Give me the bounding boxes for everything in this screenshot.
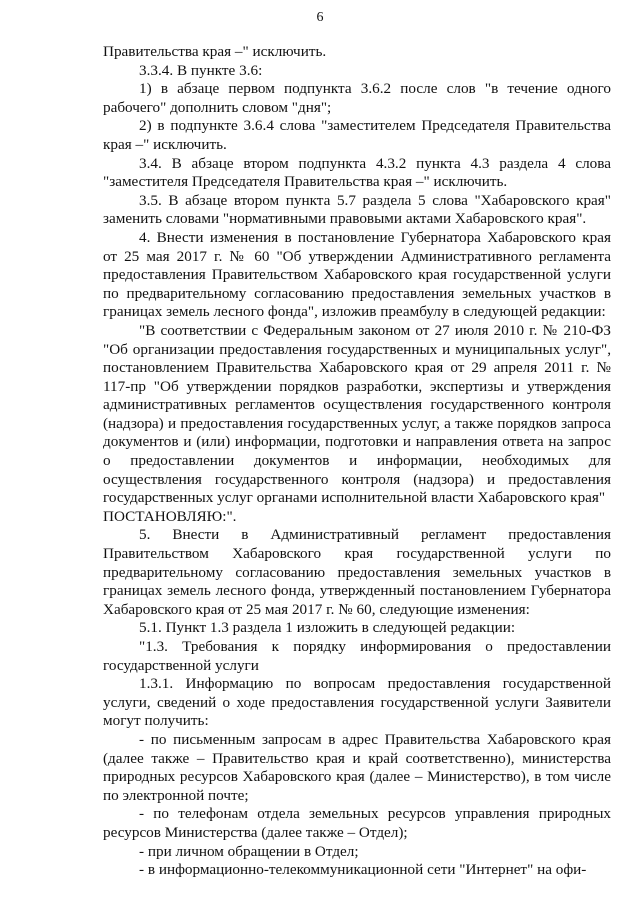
list-item: - при личном обращении в Отдел;: [139, 842, 359, 860]
list-item: - по телефонам отдела земельных ресурсов управления природных ресурсов Министерства (далее также – Отдел);: [103, 805, 611, 841]
paragraph: ПОСТАНОВЛЯЮ:".: [103, 507, 237, 525]
quoted-preamble: "В соответствии с Федеральным законом от 27 июля 2010 г. № 210-ФЗ "Об организации предоставления государственных и муниципальных услуг", постановлением Правительства Хабаровского края от 29 апреля 2011 г. № 117-пр "Об утверждении порядков разработки, экспертизы и утверждения административных регламентов осуществления государственного контроля (надзора) и предоставления государственных услуг, а также порядков запроса документов и (или) информации, подготовки и направления ответа на запрос о предоставлении документов и информации, необходимых для осуществления государственного контроля (надзора) и предоставления государственных услуг органами исполнительной власти Хабаровского края": [103, 321, 611, 507]
list-item: - в информационно-телекоммуникационной сети "Интернет" на офи-: [139, 861, 587, 879]
list-item: - по письменным запросам в адрес Правительства Хабаровского края (далее также – Правительство края и край соответственно), министерства природных ресурсов Хабаровского края (далее – Министерство), в том числе по электронной почте;: [103, 730, 611, 804]
paragraph: 1.3.1. Информацию по вопросам предоставления государственной услуги, сведений о ходе предоставления государственной услуги Заявители могут получить:: [103, 675, 611, 730]
paragraph: 3.4. В абзаце втором подпункта 4.3.2 пункта 4.3 раздела 4 слова "заместителя Председателя Правительства края –" исключить.: [103, 154, 611, 191]
page-number: 6: [316, 10, 324, 25]
paragraph: "1.3. Требования к порядку информирования о предоставлении государственной услуги: [103, 638, 611, 674]
paragraph: 2) в подпункте 3.6.4 слова "заместителем Председателя Правительства края –" исключить.: [103, 117, 611, 153]
paragraph: Правительства края –" исключить.: [103, 43, 327, 60]
paragraph: 5. Внести в Административный регламент предоставления Правительством Хабаровского края государственной услуги по предварительному согласованию предоставления земельных участков в границах земель лесного фонда, утвержденный постановлением Губернатора Хабаровского края от 25 мая 2017 г. № 60, следующие изменения:: [103, 526, 611, 618]
paragraph: 3.5. В абзаце втором пункта 5.7 раздела 5 слова "Хабаровского края" заменить словами "нормативными правовыми актами Хабаровского края".: [103, 191, 611, 228]
paragraph: 1) в абзаце первом подпункта 3.6.2 после слов "в течение одного рабочего" дополнить словом "дня";: [103, 80, 611, 116]
paragraph: 3.3.4. В пункте 3.6:: [139, 61, 263, 79]
paragraph: 5.1. Пункт 1.3 раздела 1 изложить в следующей редакции:: [139, 619, 516, 637]
document-body: [103, 43, 611, 880]
paragraph: 4. Внести изменения в постановление Губернатора Хабаровского края от 25 мая 2017 г. № 60 "Об утверждении Административного регламента предоставления Правительством Хабаровского края государственной услуги по предварительному согласованию предоставления земельных участков в границах земель лесного фонда", изложив преамбулу в следующей редакции:: [103, 228, 611, 321]
